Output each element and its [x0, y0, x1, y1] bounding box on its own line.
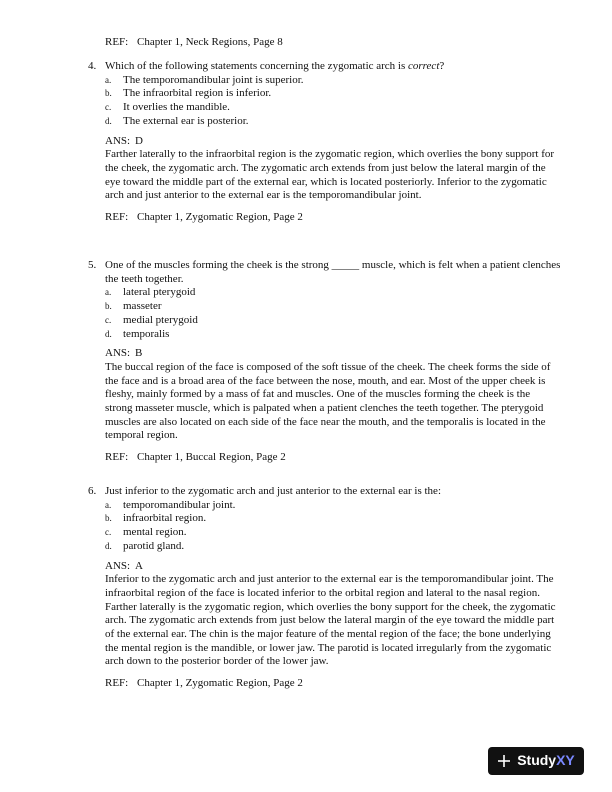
choice-letter: c. — [105, 527, 112, 538]
ref-label: REF: — [105, 36, 129, 48]
choice-b — [0, 300, 612, 314]
choice-d — [0, 328, 612, 342]
choice-letter: d. — [105, 540, 112, 551]
ref-label: REF: — [105, 211, 129, 224]
choice-text: infraorbital region. — [123, 512, 207, 525]
choice-letter: b. — [105, 88, 112, 99]
question-stem — [0, 60, 612, 74]
stem-italic: correct — [408, 60, 440, 72]
explanation: Farther laterally to the infraorbital region is the zygomatic region, which overlies the bony support for the cheek, the zygomatic arch. The zygomatic arch extends from just below the lateral margin of the eye toward the middle part of the external ear, which is located posteriorly. Inferior to the zygomatic arch and just anterior to the external ear is the temporomandibular joint. — [105, 148, 555, 202]
explanation: Inferior to the zygomatic arch and just anterior to the external ear is the temporomandibular joint. The infraorbital region of the face is located inferior to the orbital region and lateral to the nasal region. Farther laterally is the zygomatic region, which overlies the bony support for the cheek, the zygomatic arch. The zygomatic arch extends from just below the lateral margin of the eye toward the middle part of the external ear. The chin is the major feature of the mental region of the face; the bone underlying the mental region is the mandible, or lower jaw. The parotid is located irregularly from the zygomatic arch down to the posterior border of the lower jaw. — [105, 573, 556, 668]
choice-text: temporalis — [123, 327, 170, 340]
ref-text: Chapter 1, Zygomatic Region, Page 2 — [137, 211, 303, 224]
question-number: 6. — [88, 485, 97, 497]
choice-letter: c. — [105, 314, 112, 325]
ref-text: Chapter 1, Neck Regions, Page 8 — [137, 36, 283, 48]
stem-text: One of the muscles forming the cheek is the strong _____ muscle, which is felt when a patient clenches the teeth together. — [105, 259, 561, 285]
choice-b — [0, 87, 612, 101]
ref-label: REF: — [105, 451, 129, 464]
choice-c — [0, 526, 612, 540]
ref-line — [0, 211, 612, 225]
ref-text: Chapter 1, Buccal Region, Page 2 — [137, 451, 286, 464]
choice-a — [0, 286, 612, 300]
question-number: 5. — [88, 259, 97, 271]
choice-a — [0, 499, 612, 513]
brand-accent: XY — [556, 752, 575, 769]
ref-text: Chapter 1, Zygomatic Region, Page 2 — [137, 677, 303, 690]
choice-text: The infraorbital region is inferior. — [123, 87, 272, 100]
choice-text: mental region. — [123, 526, 187, 539]
choice-text: The external ear is posterior. — [123, 114, 249, 127]
choice-letter: a. — [105, 74, 112, 85]
question-stem — [0, 485, 612, 499]
plus-icon — [497, 754, 511, 768]
choice-letter: a. — [105, 287, 112, 298]
answer-label: ANS: — [105, 134, 131, 147]
answer-line — [0, 347, 612, 361]
question-number: 4. — [88, 60, 97, 72]
choice-letter: b. — [105, 513, 112, 524]
choice-c — [0, 101, 612, 115]
question-6 — [0, 485, 612, 691]
question-stem — [0, 259, 612, 286]
choice-text: lateral pterygoid — [123, 286, 196, 299]
question-5 — [0, 259, 612, 465]
answer-label: ANS: — [105, 559, 131, 572]
stem-text: Which of the following statements concerning the zygomatic arch is — [105, 60, 409, 72]
choice-d — [0, 540, 612, 554]
choice-text: masseter — [123, 300, 162, 313]
choice-c — [0, 314, 612, 328]
choice-text: The temporomandibular joint is superior. — [123, 73, 304, 86]
choice-d — [0, 115, 612, 129]
stem-end: ? — [439, 60, 445, 72]
choice-a — [0, 74, 612, 88]
ref-line — [0, 451, 612, 465]
brand-main: Study — [517, 752, 557, 769]
ref-line — [0, 677, 612, 691]
studyxy-badge[interactable] — [488, 747, 584, 775]
choice-letter: a. — [105, 499, 112, 510]
ref-label: REF: — [105, 677, 129, 690]
choice-text: temporomandibular joint. — [123, 498, 236, 511]
answer-line — [0, 135, 612, 149]
answer-value: A — [135, 559, 143, 572]
choice-letter: d. — [105, 115, 112, 126]
ref-line-top — [0, 36, 612, 50]
explanation: The buccal region of the face is composed of the soft tissue of the cheek. The cheek forms the side of the face and is a broad area of the face between the nose, mouth, and ear. Most of the upper cheek is fleshy, mainly formed by a mass of fat and muscles. One of the muscles forming the cheek is the strong masseter muscle, which is palpated when a patient clenches the teeth together. The pterygoid muscles are also located on each side of the face near the mouth, and the temporalis is located in the temporal region. — [105, 360, 551, 442]
choice-text: It overlies the mandible. — [123, 101, 230, 114]
choice-b — [0, 512, 612, 526]
answer-value: B — [135, 347, 143, 360]
answer-line — [0, 560, 612, 574]
answer-value: D — [135, 134, 143, 147]
choice-text: medial pterygoid — [123, 313, 198, 326]
choice-letter: b. — [105, 301, 112, 312]
choice-letter: c. — [105, 102, 112, 113]
choice-text: parotid gland. — [123, 539, 185, 552]
question-4 — [0, 60, 612, 225]
choice-letter: d. — [105, 328, 112, 339]
answer-label: ANS: — [105, 347, 131, 360]
stem-text: Just inferior to the zygomatic arch and just anterior to the external ear is the: — [105, 485, 441, 497]
